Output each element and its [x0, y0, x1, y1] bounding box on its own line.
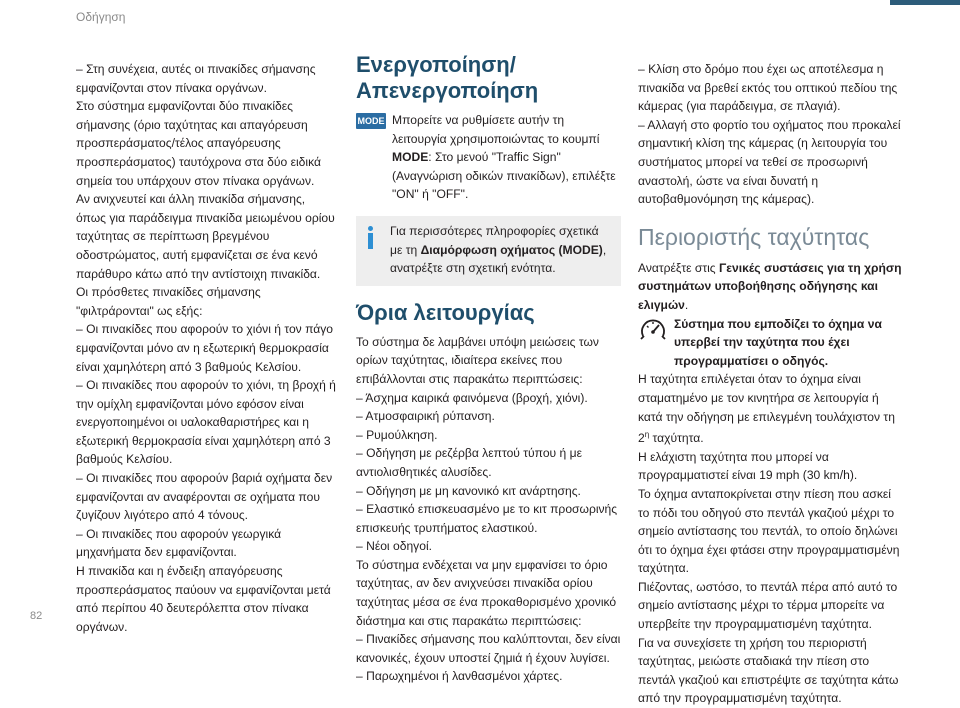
reference-text [638, 259, 903, 315]
paragraph: – Ελαστικό επισκευασμένο με το κιτ προσωρινής επισκευής τρυπήματος ελαστικού. [356, 502, 618, 535]
paragraph: Οι πρόσθετες πινακίδες σήμανσης "φιλτράρονται" ως εξής: [76, 285, 261, 318]
paragraph: – Ρυμούλκηση. [356, 427, 438, 442]
text-bold: Διαμόρφωση οχήματος (MODE) [420, 242, 603, 257]
section-heading-activation: Ενεργοποίηση/ Απενεργοποίηση [356, 52, 539, 103]
paragraph: – Άσχημα καιρικά φαινόμενα (βροχή, χιόνι). [356, 390, 588, 405]
section-heading-speed-limiter: Περιοριστής ταχύτητας [638, 223, 870, 250]
paragraph: – Οδήγηση με μη κανονικό κιτ ανάρτησης. [356, 483, 581, 498]
mode-instruction [356, 111, 621, 204]
paragraph: Η ελάχιστη ταχύτητα που μπορεί να προγραμματιστεί είναι 19 mph (30 km/h). [638, 449, 858, 483]
text-part: , ανατρέξτε στη σχετική ενότητα. [390, 242, 607, 276]
paragraph: – Οι πινακίδες που αφορούν το χιόνι, τη βροχή ή την ομίχλη εμφανίζονται μόνο εφόσον είναι ενεργοποιημένοι οι υαλοκαθαριστήρες και η εξωτερική θερμοκρασία είναι χαμηλότερη από 3 βαθμούς Κελσίου. [76, 378, 336, 467]
column-3 [638, 60, 903, 708]
text-bold: MODE [392, 150, 429, 165]
header-accent-bar [890, 0, 960, 5]
paragraph: – Αλλαγή στο φορτίο του οχήματος που προκαλεί σημαντική κλίση της κάμερας (η λειτουργία του συστήματος μπορεί να τεθεί σε προσωρινή αναστολή, ώστε να είναι δυνατή η αυτοβαθμονόμηση της κάμερας). [638, 117, 901, 207]
column-1 [76, 60, 338, 636]
speed-limiter-definition: Σύστημα που εμποδίζει το όχημα να υπερβεί την ταχύτητα που έχει προγραμματίσει ο οδηγός. [674, 316, 882, 368]
superscript: η [644, 430, 650, 440]
paragraph: – Νέοι οδηγοί. [356, 539, 432, 554]
text-part: Μπορείτε να ρυθμίσετε αυτήν τη λειτουργία χρησιμοποιώντας το κουμπί [392, 113, 600, 146]
paragraph: – Πινακίδες σήμανσης που καλύπτονται, δεν είναι κανονικές, έχουν υποστεί ζημιά ή έχουν λυγίσει. [356, 632, 621, 665]
text-part: . [684, 297, 689, 312]
mode-instruction-text [356, 111, 621, 204]
info-text [364, 222, 613, 278]
paragraph: – Οι πινακίδες που αφορούν το χιόνι ή τον πάγο εμφανίζονται μόνο αν η εξωτερική θερμοκρασία είναι χαμηλότερη από 3 βαθμούς Κελσίου. [76, 322, 334, 374]
info-icon [366, 226, 374, 250]
paragraph: Αν ανιχνευτεί και άλλη πινακίδα σήμανσης, όπως για παράδειγμα πινακίδα μειωμένου ορίου ταχύτητας σε περίπτωση βρεγμένου οδοστρώματος, αυτή εμφανίζεται σε ένα κενό παράθυρο κάτω από την αντίστοιχη πινακίδα. [76, 192, 335, 281]
paragraph: – Κλίση στο δρόμο που έχει ως αποτέλεσμα η πινακίδα να βρεθεί εκτός του οπτικού πεδίου της κάμερας (για παράδειγμα, σε πλαγιά). [638, 62, 898, 114]
paragraph: Στο σύστημα εμφανίζονται δύο πινακίδες σήμανσης (όριο ταχύτητας και απαγόρευση προσπεράσματος/τέλος απαγόρευσης προσπεράσματος) ταυτόχρονα στα δύο ειδικά σημεία του υπάρχουν στον πίνακα οργάνων. [76, 99, 321, 188]
text-part: Ανατρέξτε στις [638, 260, 719, 275]
page-number: 82 [30, 610, 43, 622]
info-box [356, 216, 621, 286]
paragraph: Το σύστημα δε λαμβάνει υπόψη μειώσεις των ορίων ταχύτητας, ιδιαίτερα εκείνες που επιβάλλονται στις παρακάτω περιπτώσεις: [356, 334, 599, 386]
paragraph: Για να συνεχίσετε τη χρήση του περιοριστή ταχύτητας, μειώστε σταδιακά την πίεση στο πεντάλ γκαζιού και επιστρέψτε σε ταχύτητα κάτω από την προγραμματισμένη ταχύτητα. [638, 635, 899, 706]
paragraph: Πιέζοντας, ωστόσο, το πεντάλ πέρα από αυτό το σημείο αντίστασης μέχρι το τέρμα μπορείτε να υπερβείτε την προγραμματισμένη ταχύτητα. [638, 579, 898, 632]
paragraph: Η πινακίδα και η ένδειξη απαγόρευσης προσπεράσματος παύουν να εμφανίζονται μετά από περίπου 40 δευτερόλεπτα στον πίνακα οργάνων. [76, 564, 331, 634]
text-part: Για περισσότερες πληροφορίες σχετικά με τη [390, 223, 599, 257]
text-bold: Γενικές συστάσεις για τη χρήση συστημάτων υποβοήθησης οδήγησης και ελιγμών [638, 260, 902, 312]
paragraph: – Παρωχημένοι ή λανθασμένοι χάρτες. [356, 669, 563, 684]
mode-button-icon: MODE [356, 113, 386, 129]
column-2 [356, 52, 621, 686]
paragraph: – Οι πινακίδες που αφορούν γεωργικά μηχανήματα δεν εμφανίζονται. [76, 526, 282, 560]
header-title: Οδήγηση [76, 10, 126, 24]
text-part: : Στο μενού "Traffic Sign" (Αναγνώριση οδικών πινακίδων), επιλέξτε "ON" ή "OFF". [392, 150, 616, 202]
paragraph: – Οι πινακίδες που αφορούν βαριά οχήματα δεν εμφανίζονται αν αναφέρονται σε οχήματα που ζυγίζουν λιγότερο από 4 τόνους. [76, 471, 333, 523]
paragraph: Το όχημα ανταποκρίνεται στην πίεση που ασκεί το πόδι του οδηγού στο πεντάλ γκαζιού μέχρι το σημείο αντίστασης του πεντάλ, το οποίο δηλώνει ότι το όχημα έχει φτάσει στην προγραμματισμένη ταχύτητα. [638, 486, 900, 576]
speed-limiter-intro [638, 315, 903, 371]
paragraph: – Στη συνέχεια, αυτές οι πινακίδες σήμανσης εμφανίζονται στον πίνακα οργάνων. [76, 62, 316, 95]
paragraph: Το σύστημα ενδέχεται να μην εμφανίσει το όριο ταχύτητας, αν δεν ανιχνεύσει πινακίδα ορίου ταχύτητας μέσα σε ένα προκαθορισμένο χρονικό διάστημα και στις παρακάτω περιπτώσεις: [356, 557, 617, 628]
text-part: Η ταχύτητα επιλέγεται όταν το όχημα είναι σταματημένο με τον κινητήρα σε λειτουργία ή κατά την οδήγηση με επιλεγμένη τουλάχιστον τη 2 [638, 372, 895, 446]
paragraph [638, 370, 903, 447]
speedometer-icon [638, 315, 668, 345]
paragraph: – Οδήγηση με ρεζέρβα λεπτού τύπου ή με αντιολισθητικές αλυσίδες. [356, 446, 582, 479]
section-heading-limits: Όρια λειτουργίας [356, 299, 535, 325]
text-part: ταχύτητα. [649, 431, 704, 446]
paragraph: – Ατμοσφαιρική ρύπανση. [356, 409, 495, 424]
